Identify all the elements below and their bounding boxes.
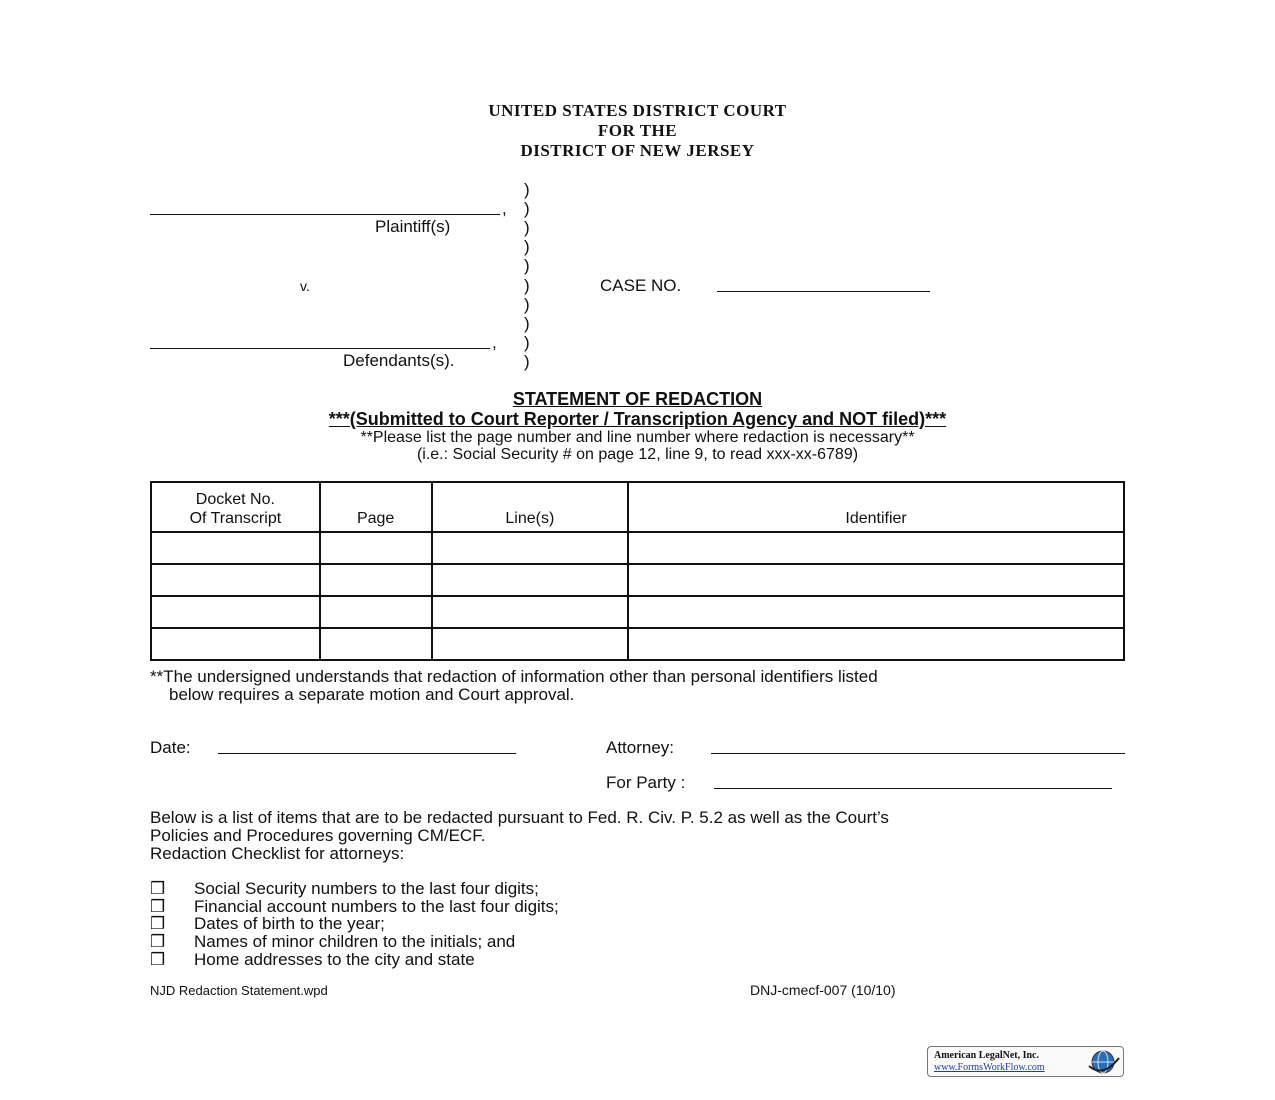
- page-cell[interactable]: [320, 628, 432, 660]
- col-docket-header: [151, 482, 320, 532]
- lines-cell[interactable]: [432, 564, 629, 596]
- versus-label: v.: [300, 278, 310, 294]
- col-lines-header: Line(s): [432, 482, 629, 532]
- checklist-item: [150, 950, 475, 970]
- page-cell[interactable]: [320, 596, 432, 628]
- identifier-cell[interactable]: [628, 628, 1124, 660]
- defendant-label: Defendants(s).: [343, 351, 455, 370]
- notice-line2: below requires a separate motion and Court approval.: [169, 685, 575, 704]
- checklist-item-label: Dates of birth to the year;: [194, 914, 385, 933]
- checklist-item-label: Home addresses to the city and state: [194, 950, 475, 969]
- defendant-comma: ,: [492, 333, 497, 352]
- date-label: Date:: [150, 738, 191, 757]
- table-row: [151, 564, 1124, 596]
- table-row: [151, 628, 1124, 660]
- docket-header-line1: Docket No.: [195, 491, 275, 508]
- paren: ): [524, 180, 530, 199]
- case-no-label: CASE NO.: [600, 276, 682, 295]
- statement-title: STATEMENT OF REDACTION: [512, 389, 763, 409]
- court-name: UNITED STATES DISTRICT COURT: [488, 101, 787, 120]
- identifier-cell[interactable]: [628, 564, 1124, 596]
- checklist-intro-line1: Below is a list of items that are to be redacted pursuant to Fed. R. Civ. P. 5.2 as well as the Court’s: [150, 808, 889, 827]
- table-row: [151, 596, 1124, 628]
- checklist-item: [150, 879, 539, 899]
- docket-cell[interactable]: [151, 532, 320, 564]
- notice-line1: **The undersigned understands that redaction of information other than personal identifiers listed: [150, 667, 878, 686]
- court-for-the: FOR THE: [597, 121, 678, 140]
- checklist-item-label: Names of minor children to the initials; and: [194, 932, 516, 951]
- table-header-row: [151, 482, 1124, 532]
- table-row: [151, 532, 1124, 564]
- checkbox-icon[interactable]: ❒: [150, 950, 166, 969]
- for-party-line[interactable]: [714, 788, 1112, 789]
- col-identifier-header: Identifier: [628, 482, 1124, 532]
- court-district: DISTRICT OF NEW JERSEY: [520, 141, 755, 160]
- paren: ): [524, 237, 530, 256]
- for-party-label: For Party :: [606, 773, 686, 792]
- paren: ): [524, 295, 530, 314]
- checklist-item: [150, 932, 515, 952]
- identifier-cell[interactable]: [628, 532, 1124, 564]
- docket-cell[interactable]: [151, 596, 320, 628]
- redaction-table: [150, 481, 1125, 661]
- paren: ): [524, 199, 530, 218]
- attorney-label: Attorney:: [606, 738, 675, 757]
- checklist-item-label: Social Security numbers to the last four digits;: [194, 879, 539, 898]
- case-no-line[interactable]: [717, 291, 930, 292]
- date-line[interactable]: [218, 753, 516, 754]
- checklist-intro-line2: Policies and Procedures governing CM/ECF.: [150, 826, 486, 845]
- checklist-item: [150, 914, 385, 934]
- vendor-name: American LegalNet, Inc.: [934, 1050, 1039, 1061]
- statement-instruction: **Please list the page number and line number where redaction is necessary**: [360, 429, 915, 446]
- statement-subtitle: ***(Submitted to Court Reporter / Transcription Agency and NOT filed)***: [328, 409, 947, 429]
- footer-filename: NJD Redaction Statement.wpd: [150, 983, 328, 998]
- vendor-url[interactable]: www.FormsWorkFlow.com: [934, 1062, 1045, 1073]
- footer-form-id: DNJ-cmecf-007 (10/10): [750, 982, 896, 998]
- docket-header-line2: Of Transcript: [189, 510, 282, 527]
- checklist-item-label: Financial account numbers to the last four digits;: [194, 897, 559, 916]
- paren: ): [524, 218, 530, 237]
- checkbox-icon[interactable]: ❒: [150, 879, 166, 898]
- col-page-header: Page: [320, 482, 432, 532]
- attorney-line[interactable]: [711, 753, 1125, 754]
- identifier-cell[interactable]: [628, 596, 1124, 628]
- statement-example: (i.e.: Social Security # on page 12, line 9, to read xxx-xx-6789): [416, 446, 859, 463]
- vendor-logo[interactable]: [927, 1046, 1124, 1077]
- paren: ): [524, 276, 530, 295]
- lines-cell[interactable]: [432, 596, 629, 628]
- checkbox-icon[interactable]: ❒: [150, 897, 166, 916]
- lines-cell[interactable]: [432, 628, 629, 660]
- plaintiff-name-line[interactable]: [150, 214, 500, 215]
- globe-icon: [1085, 1048, 1121, 1076]
- lines-cell[interactable]: [432, 532, 629, 564]
- page-cell[interactable]: [320, 564, 432, 596]
- checkbox-icon[interactable]: ❒: [150, 914, 166, 933]
- page-cell[interactable]: [320, 532, 432, 564]
- checklist-intro-line3: Redaction Checklist for attorneys:: [150, 844, 405, 863]
- plaintiff-label: Plaintiff(s): [375, 217, 451, 236]
- defendant-name-line[interactable]: [150, 348, 490, 349]
- paren: ): [524, 314, 530, 333]
- plaintiff-comma: ,: [502, 199, 507, 218]
- checkbox-icon[interactable]: ❒: [150, 932, 166, 951]
- paren: ): [524, 256, 530, 275]
- docket-cell[interactable]: [151, 564, 320, 596]
- paren: ): [524, 333, 530, 352]
- paren: ): [524, 352, 530, 371]
- docket-cell[interactable]: [151, 628, 320, 660]
